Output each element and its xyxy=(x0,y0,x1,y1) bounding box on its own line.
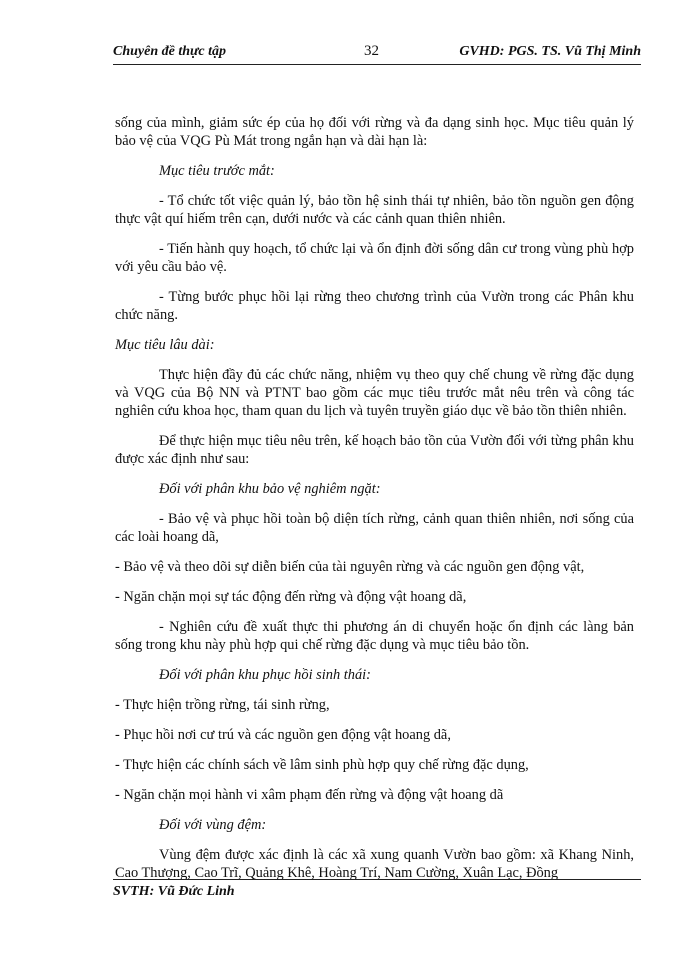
list-item: - Ngăn chặn mọi sự tác động đến rừng và động vật hoang dã, xyxy=(115,589,467,605)
section-heading: Đối với phân khu phục hồi sinh thái: xyxy=(159,667,371,683)
list-item: - Thực hiện trồng rừng, tái sinh rừng, xyxy=(115,697,330,713)
paragraph: Thực hiện đầy đủ các chức năng, nhiệm vụ theo quy chế chung về rừng đặc dụng và VQG của Bộ NN và PTNT bao gồm các mục tiêu trước mắt nêu trên và công tác nghiên cứu khoa học, tham quan du lịch và tuyên truyền giáo dục về bảo tồn thiên nhiên. xyxy=(115,367,634,419)
paragraph: Để thực hiện mục tiêu nêu trên, kế hoạch bảo tồn của Vườn đối với từng phân khu được xác định như sau: xyxy=(115,433,634,467)
document-body xyxy=(115,114,634,894)
list-item: - Phục hồi nơi cư trú và các nguồn gen động vật hoang dã, xyxy=(115,727,451,743)
list-item: - Bảo vệ và phục hồi toàn bộ diện tích rừng, cảnh quan thiên nhiên, nơi sống của các loài hoang dã, xyxy=(115,511,634,545)
page-number: 32 xyxy=(364,43,379,59)
list-item: - Nghiên cứu đề xuất thực thi phương án di chuyển hoặc ổn định các làng bản sống trong khu này phù hợp qui chế rừng đặc dụng và mục tiêu bảo tồn. xyxy=(115,619,634,653)
section-heading: Mục tiêu trước mắt: xyxy=(159,163,275,179)
section-heading: Mục tiêu lâu dài: xyxy=(115,337,215,353)
list-item: - Tổ chức tốt việc quản lý, bảo tồn hệ sinh thái tự nhiên, bảo tồn nguồn gen động thực vật quí hiếm trên cạn, dưới nước và các cảnh quan thiên nhiên. xyxy=(115,193,634,227)
list-item: - Ngăn chặn mọi hành vi xâm phạm đến rừng và động vật hoang dã xyxy=(115,787,504,803)
footer-author: SVTH: Vũ Đức Linh xyxy=(113,884,235,899)
paragraph: sống của mình, giảm sức ép của họ đối với rừng và đa dạng sinh học. Mục tiêu quản lý bảo vệ của VQG Pù Mát trong ngắn hạn và dài hạn là: xyxy=(115,115,634,149)
list-item: - Từng bước phục hồi lại rừng theo chương trình của Vườn trong các Phân khu chức năng. xyxy=(115,289,634,323)
list-item: - Thực hiện các chính sách về lâm sinh phù hợp quy chế rừng đặc dụng, xyxy=(115,757,529,773)
section-heading: Đối với phân khu bảo vệ nghiêm ngặt: xyxy=(159,481,381,497)
page-header xyxy=(113,42,641,65)
list-item: - Tiến hành quy hoạch, tổ chức lại và ổn định đời sống dân cư trong vùng phù hợp với yêu cầu bảo vệ. xyxy=(115,241,634,275)
paragraph: Vùng đệm được xác định là các xã xung quanh Vườn bao gồm: xã Khang Ninh, Cao Thượng, Cao Trĩ, Quảng Khê, Hoàng Trí, Nam Cường, Xuân Lạc, Đồng xyxy=(115,847,634,881)
list-item: - Bảo vệ và theo dõi sự diễn biến của tài nguyên rừng và các nguồn gen động vật, xyxy=(115,559,585,575)
header-supervisor: GVHD: PGS. TS. Vũ Thị Minh xyxy=(459,44,641,59)
page-footer xyxy=(113,879,641,904)
section-heading: Đối với vùng đệm: xyxy=(159,817,267,833)
header-title: Chuyên đề thực tập xyxy=(113,44,227,59)
